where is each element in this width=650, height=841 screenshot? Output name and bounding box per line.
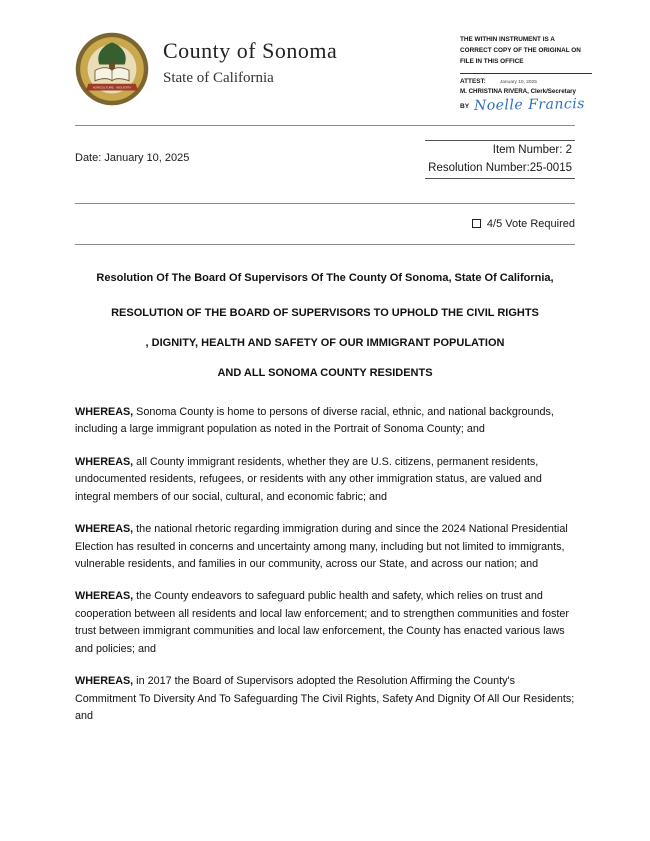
resolution-title-line-3: AND ALL SONOMA COUNTY RESIDENTS bbox=[217, 366, 433, 379]
whereas-lead: WHEREAS, bbox=[75, 590, 134, 603]
by-label: BY bbox=[460, 102, 470, 110]
vote-required-row bbox=[75, 218, 575, 230]
vote-required-label: 4/5 Vote Required bbox=[486, 217, 575, 230]
whereas-lead: WHEREAS, bbox=[75, 455, 134, 468]
whereas-paragraph bbox=[75, 521, 575, 573]
whereas-paragraph bbox=[75, 404, 575, 439]
numbers-block bbox=[425, 140, 575, 179]
attest-label: ATTEST: bbox=[460, 77, 486, 85]
whereas-paragraph bbox=[75, 588, 575, 658]
whereas-body: the County endeavors to safeguard public health and safety, which relies on trust and cooperation between all residents and local law enforcement; and to strengthen communities and foster trust between immigrant communities and local law enforcement, the County has enacted various laws and policies; and bbox=[75, 590, 569, 655]
stamp-cert-line: FILE IN THIS OFFICE bbox=[460, 58, 524, 66]
svg-text:AGRICULTURE · INDUSTRY: AGRICULTURE · INDUSTRY bbox=[92, 85, 132, 90]
whereas-paragraph bbox=[75, 673, 575, 725]
org-subtitle: State of California bbox=[163, 70, 274, 86]
resolution-title-main: Resolution Of The Board Of Supervisors Of The County Of Sonoma, State Of California, bbox=[96, 271, 554, 284]
county-seal bbox=[75, 32, 149, 106]
org-identity bbox=[163, 32, 337, 87]
header-divider bbox=[75, 125, 575, 126]
vote-required-checkbox[interactable] bbox=[472, 219, 481, 228]
item-number: Item Number: 2 bbox=[425, 140, 575, 156]
whereas-body: Sonoma County is home to persons of diverse racial, ethnic, and national backgrounds, including a large immigrant population as noted in the Portrait of Sonoma County; and bbox=[75, 405, 554, 436]
document-header bbox=[75, 32, 592, 113]
document-date: Date: January 10, 2025 bbox=[75, 151, 190, 164]
resolution-title-line-1: RESOLUTION OF THE BOARD OF SUPERVISORS TO UPHOLD THE CIVIL RIGHTS bbox=[111, 306, 539, 319]
whereas-body: in 2017 the Board of Supervisors adopted the Resolution Affirming the County's Commitment To Diversity And To Safeguarding The Civil Rights, Safety And Dignity Of All Our Residents; and bbox=[75, 675, 575, 723]
section-divider bbox=[75, 203, 575, 204]
whereas-body: all County immigrant residents, whether they are U.S. citizens, permanent residents, undocumented residents, refugees, or residents with any other immigration status, are valued and integral members of our social, cultural, and economic fabric; and bbox=[75, 455, 542, 503]
clerk-name: M. CHRISTINA RIVERA, Clerk/Secretary bbox=[460, 87, 576, 95]
resolution-title-line-2: , DIGNITY, HEALTH AND SAFETY OF OUR IMMIGRANT POPULATION bbox=[145, 336, 505, 349]
county-seal-graphic bbox=[75, 32, 149, 106]
whereas-lead: WHEREAS, bbox=[75, 405, 134, 418]
clerk-signature: Noelle Francis bbox=[474, 95, 586, 114]
whereas-body: the national rhetoric regarding immigration during and since the 2024 National Presidential Election has resulted in concerns and uncertainty among many, including but not limited to immigrants, vulnerable residents, and families in our community, across our State, and across our nation; and bbox=[75, 523, 568, 570]
by-row bbox=[460, 97, 592, 113]
section-divider bbox=[75, 244, 575, 245]
stamp-cert-line: THE WITHIN INSTRUMENT IS A bbox=[460, 36, 555, 43]
resolution-number: Resolution Number:25-0015 bbox=[425, 158, 575, 179]
meta-row bbox=[75, 140, 575, 179]
stamp-divider bbox=[460, 73, 592, 74]
attest-row bbox=[460, 78, 592, 85]
whereas-lead: WHEREAS, bbox=[75, 523, 134, 536]
org-name: County of Sonoma bbox=[163, 38, 338, 63]
whereas-lead: WHEREAS, bbox=[75, 675, 134, 688]
stamp-cert-line: CORRECT COPY OF THE ORIGINAL ON bbox=[460, 47, 581, 55]
clerk-certification-stamp bbox=[460, 32, 592, 113]
whereas-paragraph bbox=[75, 454, 575, 506]
attest-date: January 10, 2025 bbox=[499, 79, 537, 85]
